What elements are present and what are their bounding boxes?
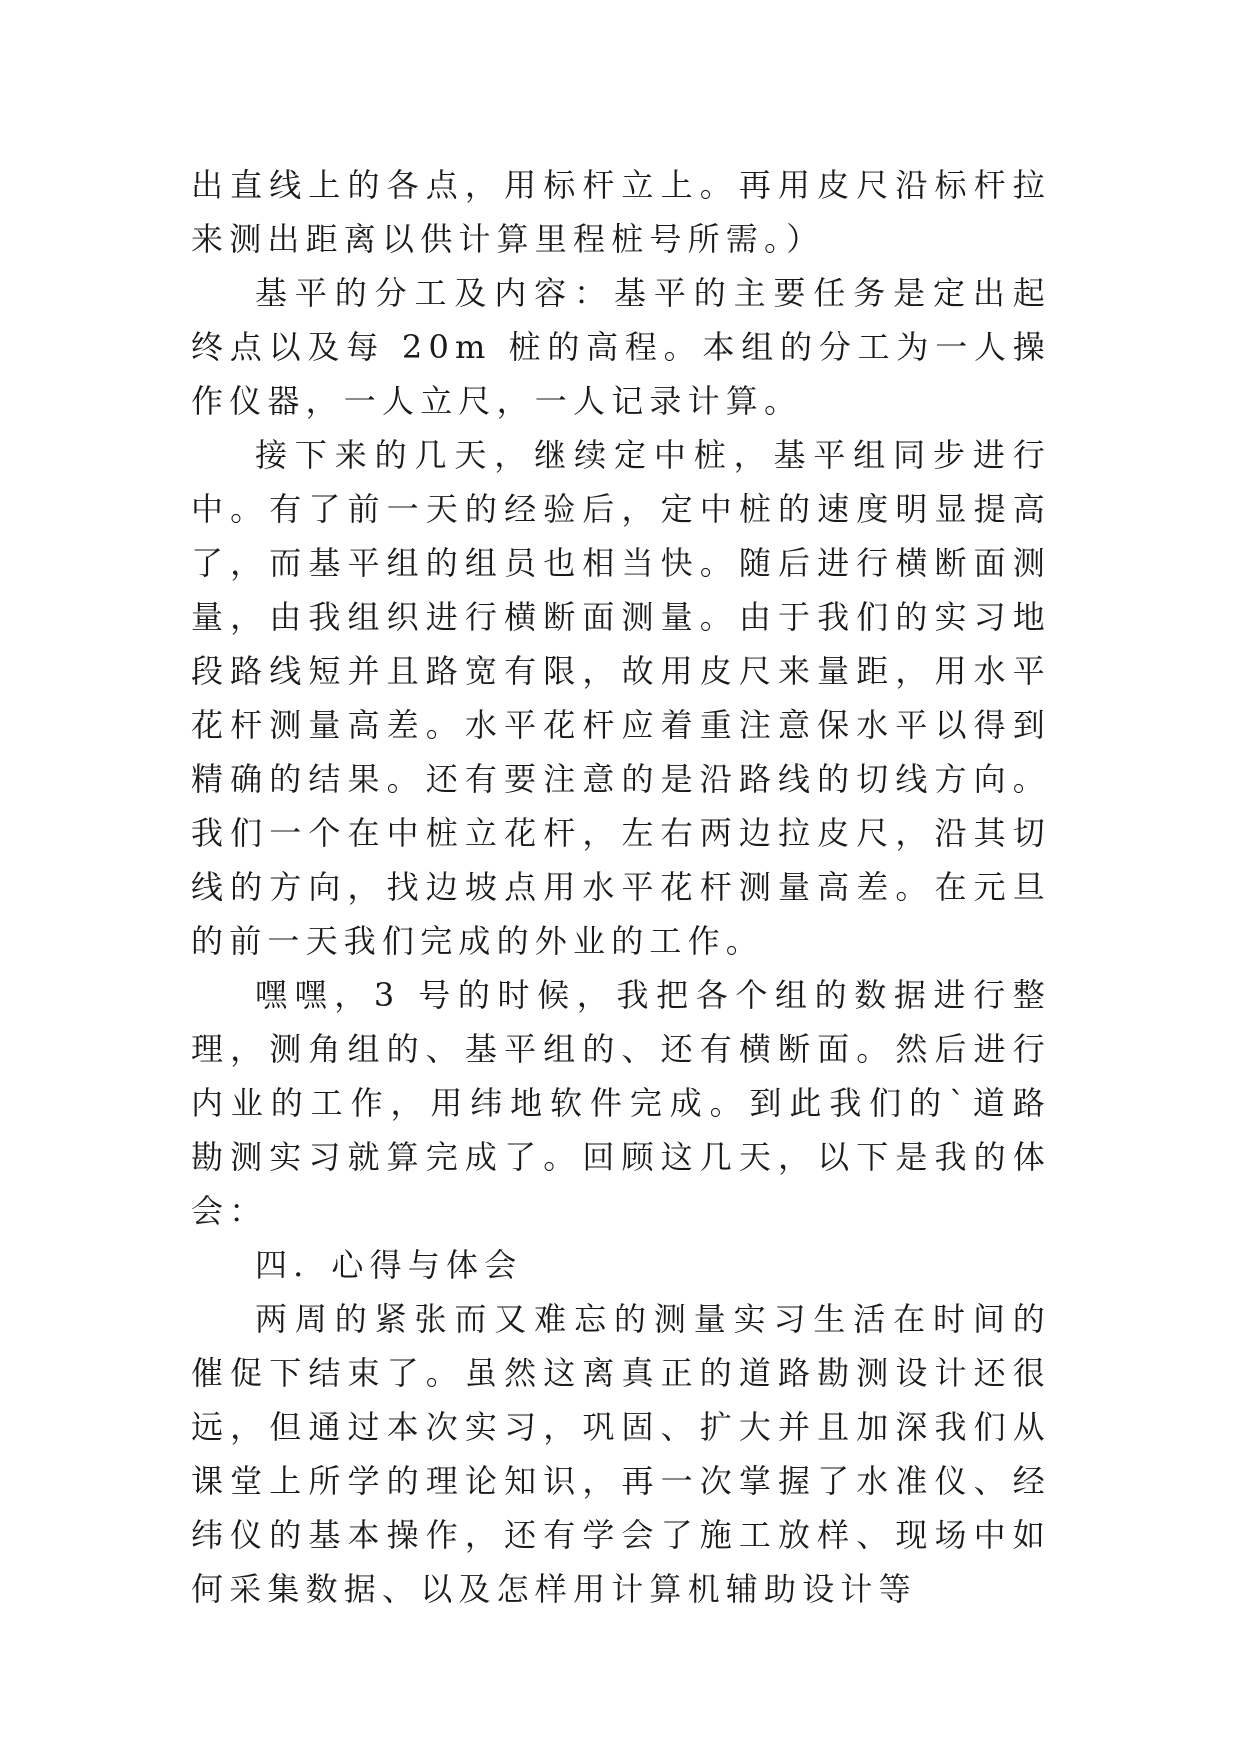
paragraph-data-processing: 嘿嘿，3 号的时候，我把各个组的数据进行整理，测角组的、基平组的、还有横断面。然后进行内业的工作，用纬地软件完成。到此我们的`道路勘测实习就算完成了。回顾这几天，以下是我的体会： [191, 976, 1051, 1230]
paragraph-leveling-division: 基平的分工及内容：基平的主要任务是定出起终点以及每 20m 桩的高程。本组的分工为一人操作仪器，一人立尺，一人记录计算。 [191, 274, 1051, 420]
paragraph-continuation: 出直线上的各点，用标杆立上。再用皮尺沿标杆拉来测出距离以供计算里程桩号所需。） [191, 166, 1051, 258]
paragraph-following-days: 接下来的几天，继续定中桩，基平组同步进行中。有了前一天的经验后，定中桩的速度明显提高了，而基平组的组员也相当快。随后进行横断面测量，由我组织进行横断面测量。由于我们的实习地段路线短并且路宽有限，故用皮尺来量距，用水平花杆测量高差。水平花杆应着重注意保水平以得到精确的结果。还有要注意的是沿路线的切线方向。我们一个在中桩立花杆，左右两边拉皮尺，沿其切线的方向，找边坡点用水平花杆测量高差。在元旦的前一天我们完成的外业的工作。 [191, 436, 1051, 960]
paragraph-reflection: 两周的紧张而又难忘的测量实习生活在时间的催促下结束了。虽然这离真正的道路勘测设计还很远，但通过本次实习，巩固、扩大并且加深我们从课堂上所学的理论知识，再一次掌握了水准仪、经纬仪的基本操作，还有学会了施工放样、现场中如何采集数据、以及怎样用计算机辅助设计等 [191, 1300, 1051, 1608]
section-heading: 四．心得与体会 [255, 1246, 523, 1284]
body-text [191, 158, 1051, 1616]
